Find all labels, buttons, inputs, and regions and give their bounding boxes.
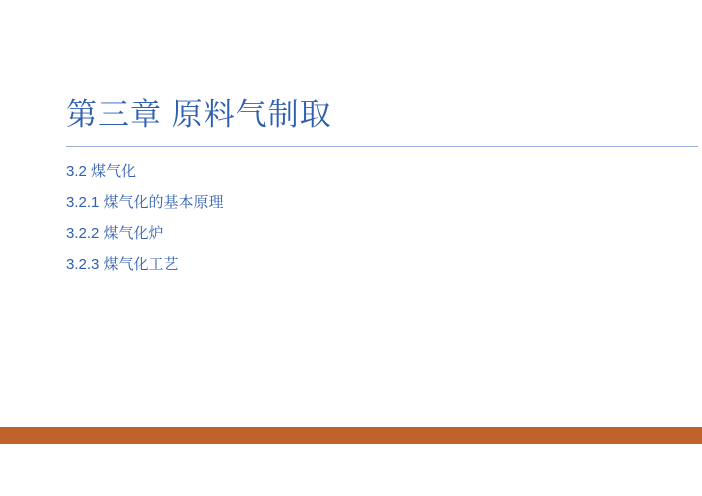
list-item: 3.2 煤气化 [66, 163, 137, 180]
list-item: 3.2.1 煤气化的基本原理 [66, 194, 224, 211]
list-item: 3.2.2 煤气化炉 [66, 225, 164, 242]
list-item: 3.2.3 煤气化工艺 [66, 256, 179, 273]
outline-list [66, 156, 666, 280]
footer-background [0, 444, 702, 496]
title-divider [66, 146, 698, 147]
page-title: 第三章 原料气制取 [66, 96, 332, 132]
accent-band [0, 427, 702, 444]
